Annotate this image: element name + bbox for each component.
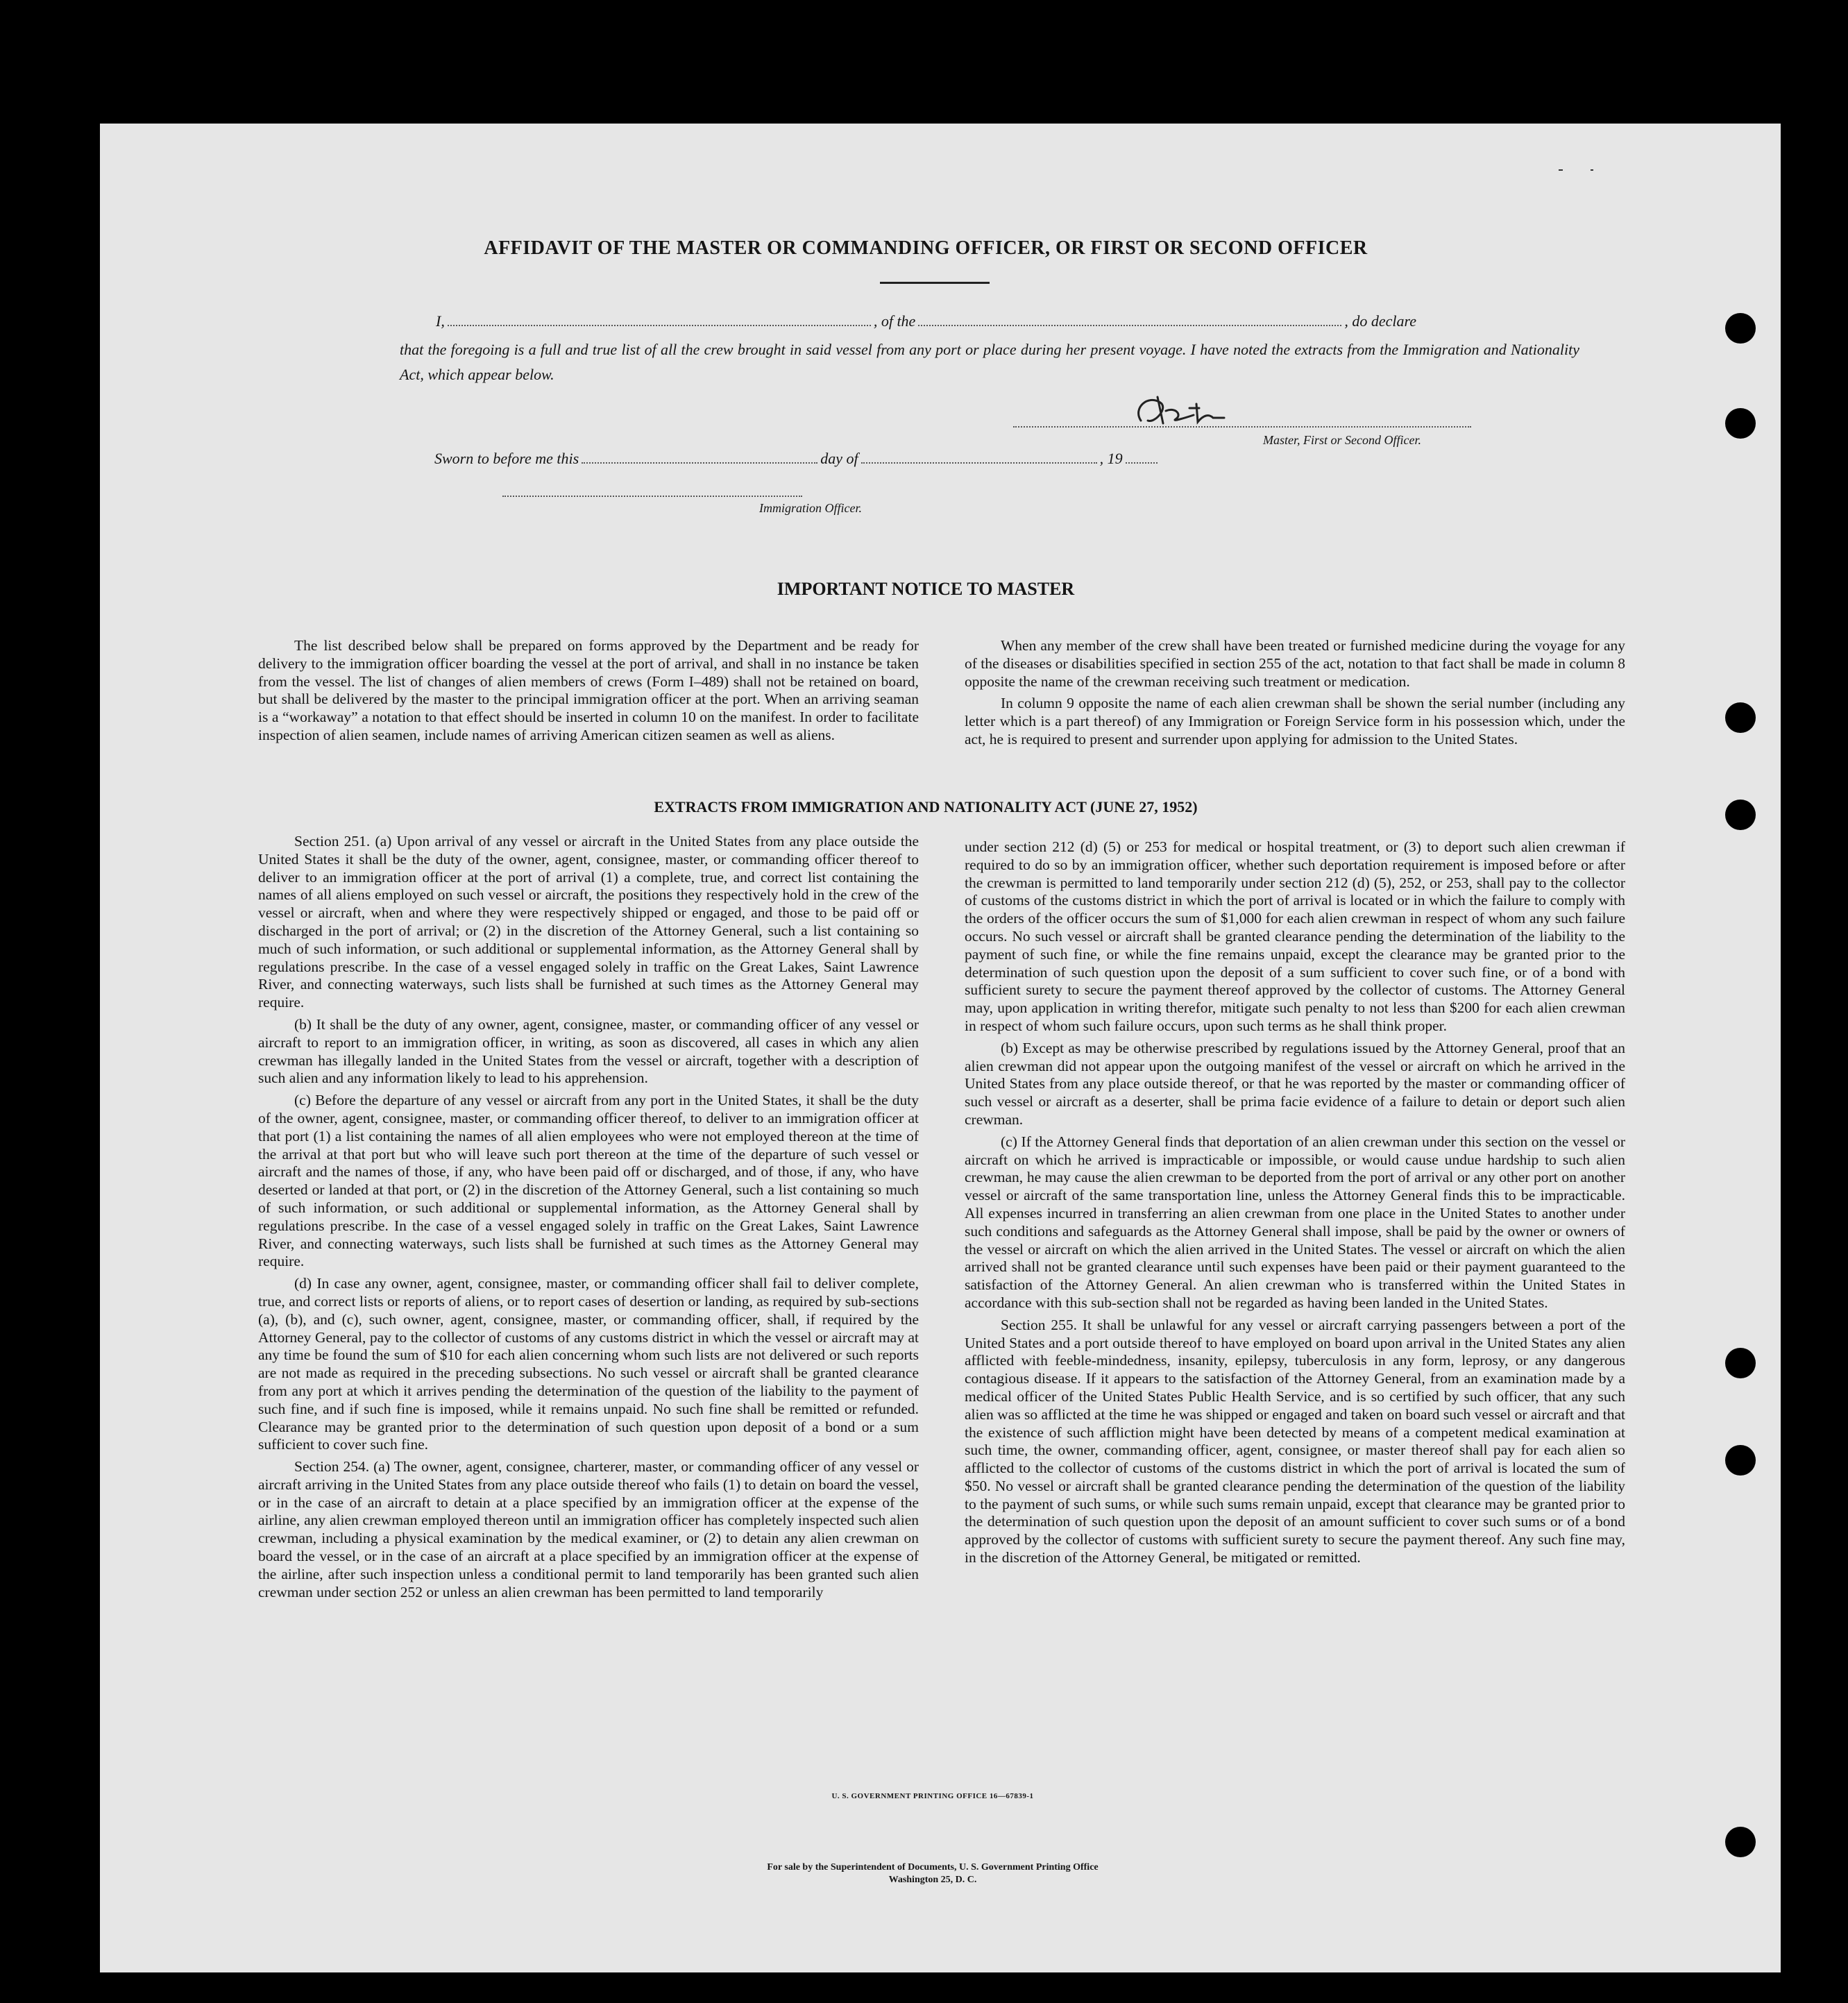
year-prefix-label: , 19 (1099, 450, 1123, 467)
signature-mark (1127, 387, 1231, 436)
day-blank[interactable] (582, 462, 817, 464)
vessel-blank[interactable] (918, 325, 1341, 326)
punch-hole (1725, 1348, 1756, 1378)
sworn-before-label: Sworn to before me this (434, 450, 579, 467)
notice-title: IMPORTANT NOTICE TO MASTER (777, 579, 1075, 599)
signature-line[interactable] (1013, 426, 1471, 428)
section-paragraph: Section 251. (a) Upon arrival of any vessel or aircraft in the United States from any place outside the United States it shall be the duty of the owner, agent, consignee, master, or commanding officer thereof to deliver to an immigration officer at the port of arrival (1) a complete, true, and correct list containing the names of all aliens employed on such vessel or aircraft, the positions they respectively hold in the crew of the vessel or aircraft, when and where they were respectively shipped or engaged, and those to be paid off or discharged in the port of arrival; or (2) in the discretion of the Attorney General, such a list containing so much of such information, or such additional or supplemental information, as the Attorney General shall by regulations prescribe. In the case of a vessel engaged solely in traffic on the Great Lakes, Saint Lawrence River, and connecting waterways, such lists shall be furnished at such times as the Attorney General may require. (258, 833, 919, 1011)
section-paragraph: (c) If the Attorney General finds that deportation of an alien crewman under this section on the vessel or aircraft on which he arrived is impracticable or impossible, or would cause undue hardship to such alien crewman, he may cause the alien crewman to be deported from the port of arrival or any other port on another vessel or aircraft of the same transportation line, unless the Attorney General finds this to be impracticable. All expenses incurred in transferring an alien crewman from one place in the United States to another under such conditions and safeguards as the Attorney General shall impose, shall be paid by the owner or owners of the vessel or aircraft on which the alien arrived in the United States. The vessel or aircraft on which the alien arrived shall not be granted clearance until such expenses have been paid or their payment guaranteed to the satisfaction of the Attorney General. An alien crewman who is transferred within the United States in accordance with this sub-section shall not be regarded as having been landed in the United States. (965, 1133, 1625, 1311)
punch-hole (1725, 800, 1756, 830)
section-paragraph: Section 254. (a) The owner, agent, consignee, charterer, master, or commanding officer of any vessel or aircraft arriving in the United States from any place outside thereof who fails (1) to detain on board the vessel, or in the case of an aircraft to detain at a place specified by an immigration officer at the expense of the airline, any alien crewman employed thereon until an immigration officer has completely inspected such alien crewman, including a physical examination by the medical examiner, or (2) to detain any alien crewman on board the vessel, or in the case of an aircraft at a place specified by an immigration officer at the expense of the airline, after such inspection unless a conditional permit to land temporarily has been granted such alien crewman under section 252 or unless an alien crewman has been permitted to land temporarily (258, 1458, 919, 1600)
declaration-line (436, 312, 1416, 330)
section-paragraph: Section 255. It shall be unlawful for any vessel or aircraft carrying passengers between a port of the United States and a port outside thereof to have employed on board upon arrival in the United States any alien afflicted with feeble-mindedness, insanity, epilepsy, tuberculosis in any form, leprosy, or any dangerous contagious disease. If it appears to the satisfaction of the Attorney General, from an examination made by a medical officer of the United States Public Health Service, and is so certified by such officer, that any such alien was so afflicted at the time he was shipped or engaged and taken on board such vessel or aircraft and that the existence of such affliction might have been detected by means of a competent medical examination at such time, the owner, commanding officer, agent, consignee, or master thereof shall pay for each alien so afflicted to the collector of customs of the customs district in which the port of arrival is located the sum of $50. No vessel or aircraft shall be granted clearance pending the determination of the question of the liability to the payment of such sums, or while such sums remain unpaid, except that clearance may be granted prior to the determination of such question upon the deposit of an amount sufficient to cover such sums or of a bond approved by the collector of customs with sufficient surety to secure the payment thereof. Any such fine may, in the discretion of the Attorney General, be mitigated or remitted. (965, 1316, 1625, 1566)
extracts-title: EXTRACTS FROM IMMIGRATION AND NATIONALITY ACT (JUNE 27, 1952) (654, 798, 1198, 815)
section-paragraph: (b) It shall be the duty of any owner, agent, consignee, master, or commanding officer of any vessel or aircraft to report to an immigration officer, in writing, as soon as discovered, all cases in which any alien crewman has illegally landed in the United States from the vessel or aircraft, together with a description of such alien and any information likely to lead to his apprehension. (258, 1015, 919, 1087)
section-paragraph: (d) In case any owner, agent, consignee, master, or commanding officer shall fail to deliver complete, true, and correct lists or reports of aliens, or to report cases of desertion or landing, as required by sub-sections (a), (b), and (c), such owner, agent, consignee, master, or commanding officer, shall, if required by the Attorney General, pay to the collector of customs of any customs district in which the vessel or aircraft may at any time be found the sum of $10 for each alien concerning whom such lists are not delivered or such reports are not made as required in the preceding subsections. No such vessel or aircraft shall be granted clearance from any port at which it arrives pending the determination of the question of the liability to the payment of such fine, and if such fine is imposed, while it remains unpaid. No such fine shall be remitted or refunded. Clearance may be granted prior to the determination of such question upon deposit of a bond or a sum sufficient to cover such fine. (258, 1275, 919, 1453)
day-of-label: day of (820, 450, 858, 467)
name-blank[interactable] (448, 325, 871, 326)
extracts-right-column (965, 838, 1625, 1567)
extracts-left-column (258, 833, 919, 1601)
sale-line: For sale by the Superintendent of Documents, U. S. Government Printing Office (767, 1862, 1099, 1873)
speck-mark (1591, 169, 1593, 171)
declare-of-the-label: , of the (873, 312, 916, 330)
declare-do-declare-label: , do declare (1344, 312, 1416, 330)
signature-label: Master, First or Second Officer. (1263, 433, 1421, 447)
declare-i-label: I, (436, 312, 445, 330)
speck-mark (1559, 169, 1563, 171)
punch-hole (1725, 702, 1756, 733)
punch-hole (1725, 408, 1756, 439)
punch-hole (1725, 1445, 1756, 1476)
notice-left-paragraph: The list described below shall be prepared on forms approved by the Department and be ready for delivery to the immigration officer boarding the vessel at the port of arrival, and shall in no instance be taken from the vessel. The list of changes of alien members of crews (Form I–489) shall not be retained on board, but shall be delivered by the master to the principal immigration officer at the port. When an arriving seaman is a “workaway” a notation to that effect should be inserted in column 10 on the manifest. In order to facilitate inspection of alien seamen, include names of arriving American citizen seamen as well as aliens. (258, 637, 919, 743)
punch-hole (1725, 1827, 1756, 1857)
notice-right-column (965, 637, 1625, 749)
sworn-line (434, 450, 1160, 468)
affidavit-title: AFFIDAVIT OF THE MASTER OR COMMANDING OFFICER, OR FIRST OR SECOND OFFICER (484, 237, 1368, 259)
printing-office-line: U. S. GOVERNMENT PRINTING OFFICE 16—67839-1 (831, 1792, 1034, 1800)
sale-line: Washington 25, D. C. (888, 1875, 977, 1885)
month-blank[interactable] (861, 462, 1097, 464)
notice-right-paragraph: In column 9 opposite the name of each alien crewman shall be shown the serial number (including any letter which is a part thereof) of any Immigration or Foreign Service form in his possession which, under the act, he is required to present and surrender upon applying for admission to the United States. (965, 695, 1625, 747)
title-rule (880, 282, 990, 284)
notice-left-column (258, 637, 919, 745)
section-paragraph: (c) Before the departure of any vessel or aircraft from any port in the United States, it shall be the duty of the owner, agent, consignee, master, or commanding officer thereof, to deliver to an immigration officer at that port (1) a list containing the names of all alien employees who were not employed thereon at the time of the arrival at that port but who will leave such port thereon at the time of the departure of such vessel or aircraft and the names of those, if any, who have been paid off or discharged, and of those, if any, who have deserted or landed at that port, or (2) in the discretion of the Attorney General, such a list containing so much of such information, or such additional or supplemental information, as the Attorney General shall by regulations prescribe. In the case of a vessel engaged solely in traffic on the Great Lakes, Saint Lawrence River, and connecting waterways, such lists shall be furnished at such times as the Attorney General may require. (258, 1092, 919, 1270)
punch-hole (1725, 313, 1756, 344)
declaration-text: that the foregoing is a full and true list of all the crew brought in said vessel from any port or place during her present voyage. I have noted the extracts from the Immigration and Nationality Act, which appear below. (400, 341, 1579, 383)
notice-right-paragraph: When any member of the crew shall have been treated or furnished medicine during the voyage for any of the diseases or disabilities specified in section 255 of the act, notation to that fact shall be made in column 8 opposite the name of the crewman receiving such treatment or medication. (965, 637, 1625, 690)
immigration-officer-line[interactable] (502, 496, 802, 497)
year-blank[interactable] (1126, 462, 1158, 464)
section-paragraph: under section 212 (d) (5) or 253 for medical or hospital treatment, or (3) to deport such alien crewman if required to do so by an immigration officer, whether such deportation requirement is imposed before or after the crewman is permitted to land temporarily under section 212 (d) (5), 252, or 253, shall pay to the collector of customs of the customs district in which the port of arrival is located or in which the failure to comply with the orders of the officer occurs the sum of $1,000 for each alien crewman in respect of whom any such failure occurs. No such vessel or aircraft shall be granted clearance pending the determination of the liability to the payment of such fine, or while the fine remains unpaid, except the clearance may be granted prior to the determination of such question upon the deposit of a sum sufficient to cover such fine, or of a bond with sufficient surety to secure the payment thereof approved by the collector of customs. The Attorney General may, upon application in writing therefor, mitigate such penalty to not less than $200 for each alien crewman in respect of whom such failure occurs, upon such terms as he shall think proper. (965, 838, 1625, 1034)
sale-notice (655, 1861, 1210, 1886)
document-page (100, 124, 1781, 1972)
section-paragraph: (b) Except as may be otherwise prescribed by regulations issued by the Attorney General, proof that an alien crewman did not appear upon the outgoing manifest of the vessel or aircraft on which he arrived in the United States from any place outside thereof, or that he was reported by the master or commanding officer of such vessel or aircraft as a deserter, shall be prima facie evidence of a failure to detain or deport such alien crewman. (965, 1039, 1625, 1128)
immigration-officer-label: Immigration Officer. (759, 501, 862, 515)
